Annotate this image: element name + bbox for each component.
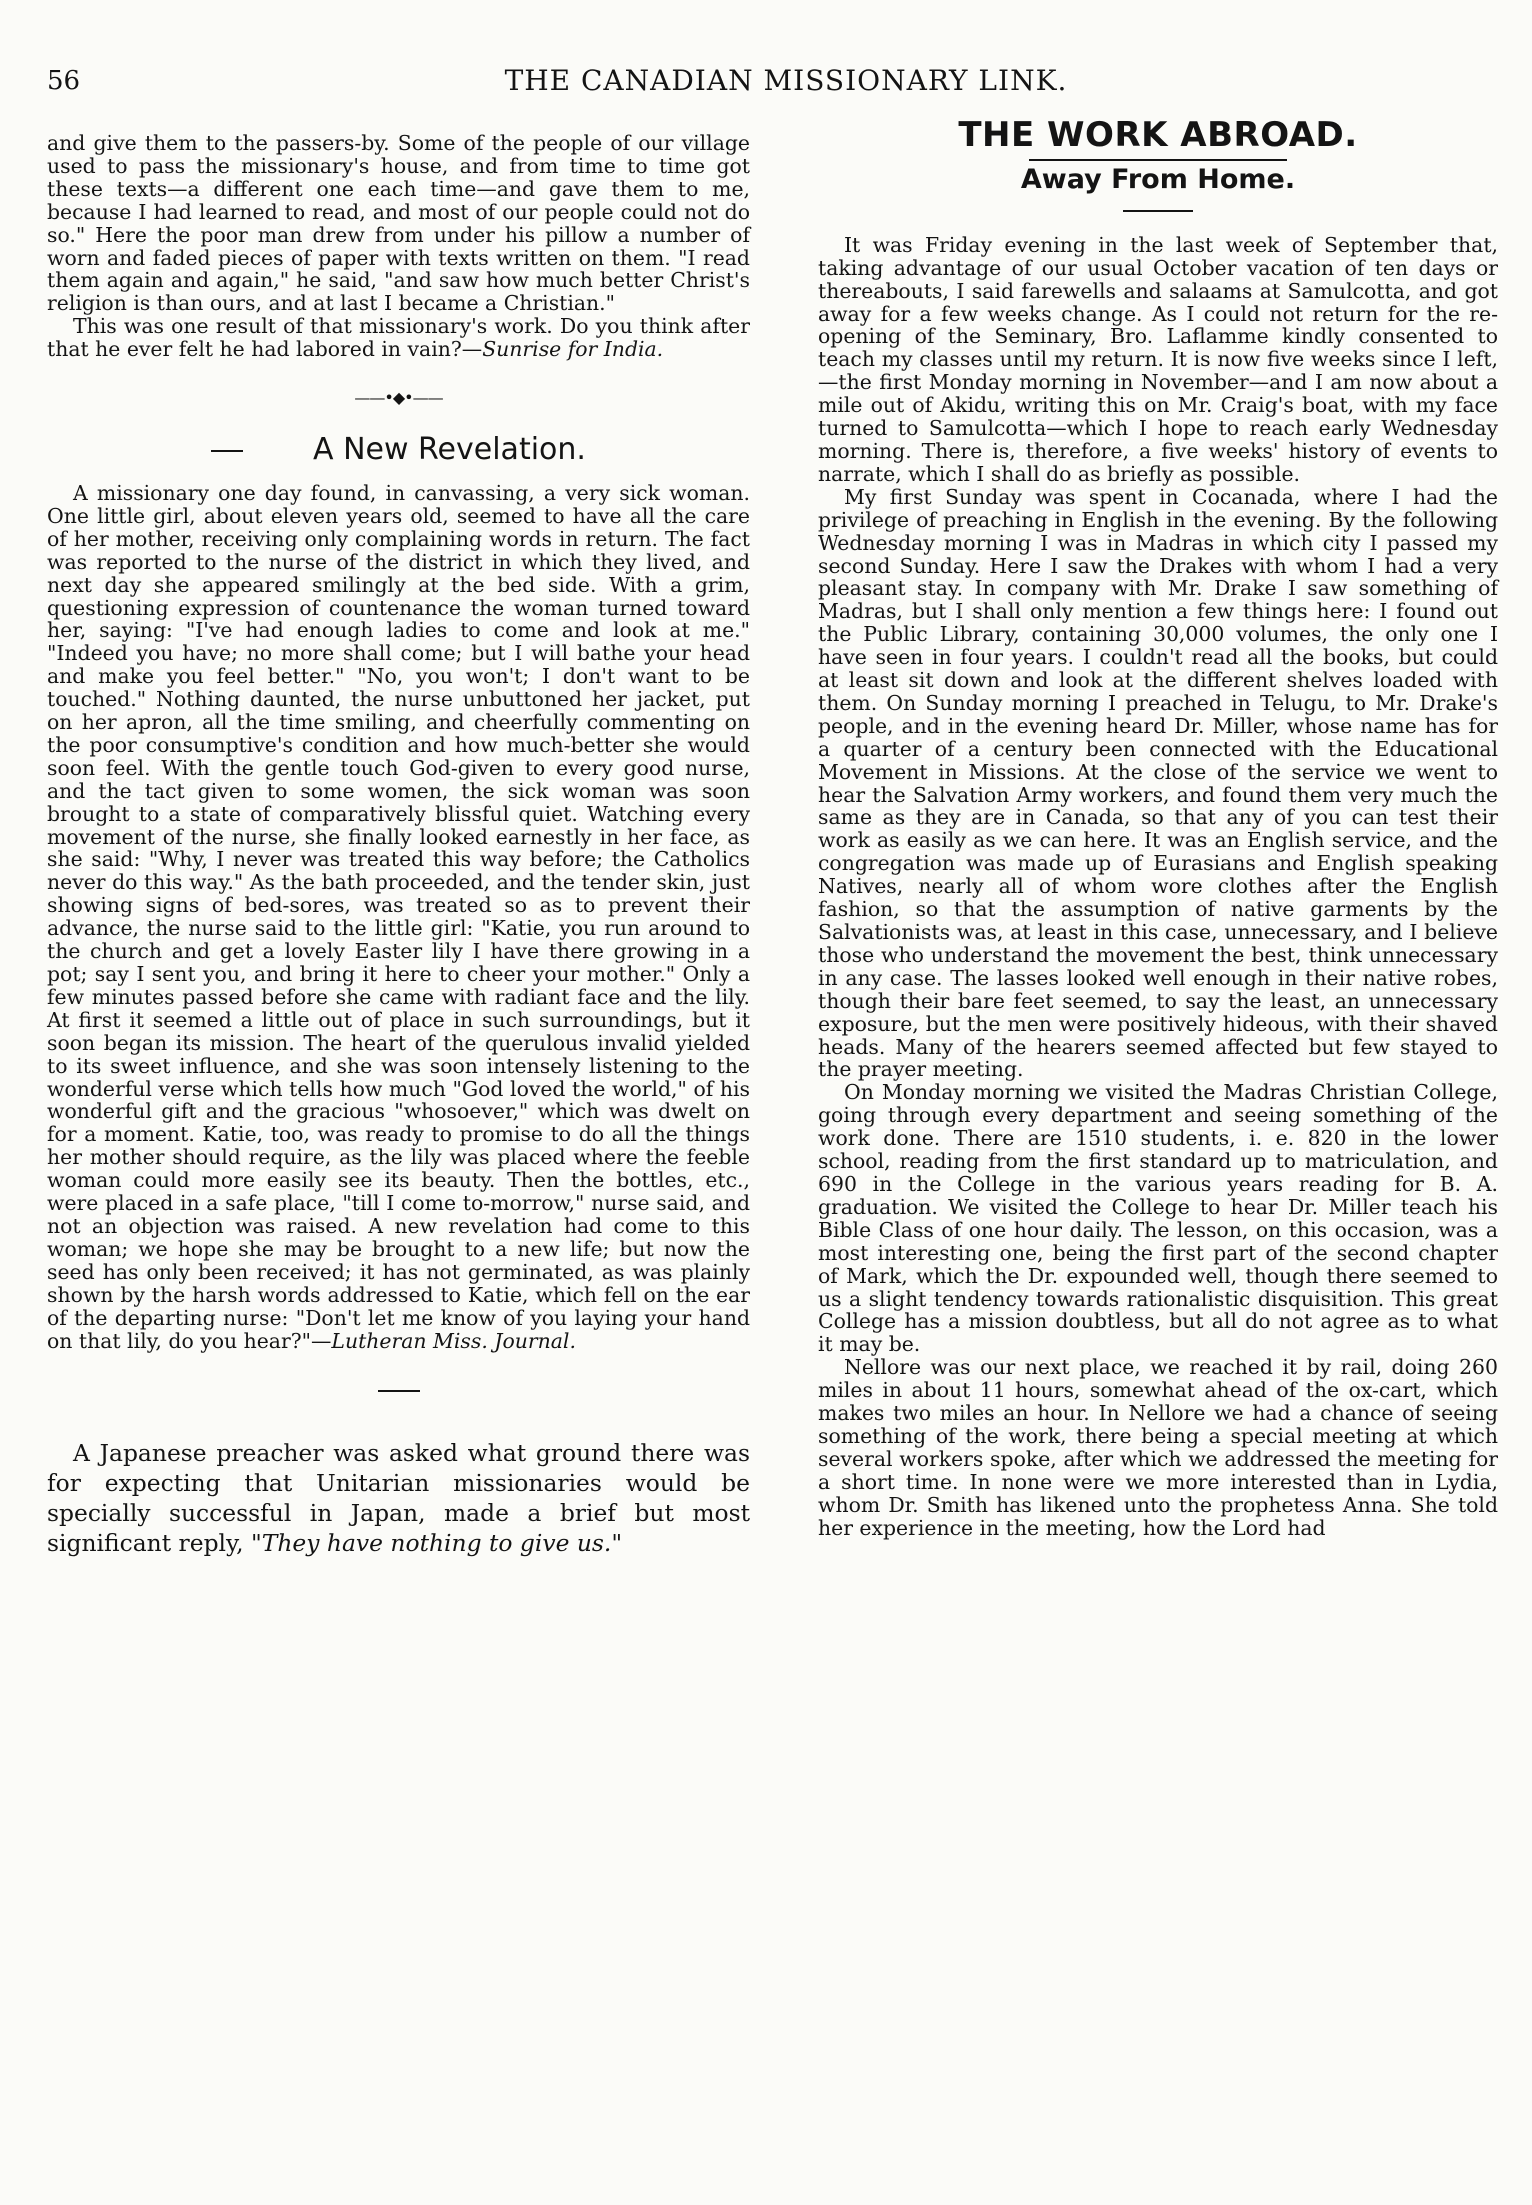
title-dash: [211, 450, 243, 452]
left-column: [47, 132, 750, 1558]
result-paragraph: [47, 315, 750, 361]
section-title-new-revelation: [47, 432, 750, 468]
revelation-source: Lutheran Miss. Journal.: [331, 1328, 576, 1353]
japanese-text: A Japanese preacher was asked what ground there was for expecting that Unitarian missionaries would be specially successful in Japan, made a brief but most significant reply, ": [47, 1439, 750, 1558]
article-paragraph-4: Nellore was our next place, we reached it by rail, doing 260 miles in about 11 hours, somewhat ahead of the ox-cart, which makes two miles an hour. In Nellore we had a chance of seeing something of the work, there being a special meeting at which several workers spoke, after which we addressed the meeting for a short time. In none were we more interested than in Lydia, whom Dr. Smith has likened unto the prophetess Anna. She told her experience in the meeting, how the Lord had: [818, 1355, 1498, 1540]
article-paragraph-3: On Monday morning we visited the Madras Christian College, going through every department and seeing something of the work done. There are 1510 students, i. e. 820 in the lower school, reading from the first standard up to matriculation, and 690 in the College in the various years reading for B. A. graduation. We visited the College to hear Dr. Miller teach his Bible Class of one hour daily. The lesson, on this occasion, was a most interesting one, being the first part of the second chapter of Mark, which the Dr. expounded well, though there seemed to us a slight tendency towards rationalistic disquisition. This great College has a mission doubtless, but all do not agree as to what it may be.: [818, 1080, 1498, 1357]
article-title-away-from-home: Away From Home.: [1020, 163, 1296, 195]
right-column: [818, 115, 1498, 1540]
result-text: This was one result of that missionary's work. Do you think after that he ever felt he had labored in vain?—: [47, 314, 750, 362]
section-heading-work-abroad: THE WORK ABROAD.: [958, 115, 1358, 155]
japanese-paragraph: [47, 1438, 750, 1558]
section-title-text: A New Revelation.: [313, 432, 586, 468]
article-paragraph-1: It was Friday evening in the last week of September that, taking advantage of our usual October vacation of ten days or thereabouts, I said farewells and salaams at Samulcotta, and got away for a few weeks change. As I could not return for the re-opening of the Seminary, Bro. Laflamme kindly consented to teach my classes until my return. It is now five weeks since I left,—the first Monday morning in November—and I am now about a mile out of Akidu, writing this on Mr. Craig's boat, with my face turned to Samulcotta—which I hope to reach early Wednesday morning. There is, therefore, a five weeks' history of events to narrate, which I shall do as briefly as possible.: [818, 232, 1498, 486]
intro-paragraph: and give them to the passers-by. Some of the people of our village used to pass the missionary's house, and from time to time got these texts—a different one each time—and gave them to me, because I had learned to read, and most of our people could not do so." Here the poor man drew from under his pillow a number of worn and faded pieces of paper with texts written on them. "I read them again and again," he said, "and saw how much better Christ's religion is than ours, and at last I became a Christian.": [47, 131, 750, 316]
result-source: Sunrise for India.: [482, 337, 664, 362]
heading-rule: [1029, 159, 1287, 161]
article-paragraph-2: My first Sunday was spent in Cocanada, where I had the privilege of preaching in English in the evening. By the following Wednesday morning I was in Madras in which city I passed my second Sunday. Here I saw the Drakes with whom I had a very pleasant stay. In company with Mr. Drake I saw something of Madras, but I shall only mention a few things here: I found out the Public Library, containing 30,000 volumes, the only one I have seen in four years. I couldn't read all the books, but could at least sit down and look at the different shelves loaded with them. On Sunday morning I preached in Telugu, to Mr. Drake's people, and in the evening heard Dr. Miller, whose name has for a quarter of a century been connected with the Educational Movement in Missions. At the close of the service we went to hear the Salvation Army workers, and found them very much the same as they are in Canada, so that any of you can test their work as easily as we can here. It was an English service, and the congregation was made up of Eurasians and English speaking Natives, nearly all of whom wore clothes after the English fashion, so that the assumption of native garments by the Salvationists was, at least in this case, unnecessary, and I believe those who understand the movement the best, think unnecessary in any case. The lasses looked well enough in their native robes, though their bare feet seemed, to say the least, an unnecessary exposure, but the men were positively hideous, with their shaved heads. Many of the hearers seemed affected but few stayed to the prayer meeting.: [818, 484, 1498, 1082]
subheading-rule: [1123, 210, 1193, 212]
revelation-text: A missionary one day found, in canvassing, a very sick woman. One little girl, about eleven years old, seemed to have all the care of her mother, receiving only complaining words in return. The fact was reported to the nurse of the district in which they lived, and next day she appeared smilingly at the bed side. With a grim, questioning expression of countenance the woman turned toward her, saying: "I've had enough ladies to come and look at me." "Indeed you have; no more shall come; but I will bathe your head and make you feel better." "No, you won't; I don't want to be touched." Nothing daunted, the nurse unbuttoned her jacket, put on her apron, all the time smiling, and cheerfully commenting on the poor consumptive's condition and how much-better she would soon feel. With the gentle touch God-given to every good nurse, and the tact given to some women, the sick woman was soon brought to a state of comparatively blissful quiet. Watching every movement of the nurse, she finally looked earnestly in her face, as she said: "Why, I never was treated this way before; the Catholics never do this way." As the bath proceeded, and the tender skin, just showing signs of bed-sores, was treated so as to prevent their advance, the nurse said to the little girl: "Katie, you run around to the church and get a lovely Easter lily I have there growing in a pot; say I sent you, and bring it here to cheer your mother." Only a few minutes passed before she came with radiant face and the lily. At first it seemed a little out of place in such surroundings, but it soon began its mission. The heart of the querulous invalid yielded to its sweet influence, and she was soon intensely listening to the wonderful verse which tells how much "God loved the world," of his wonderful gift and the gracious "whosoever," which was dwelt on for a moment. Katie, too, was ready to promise to do all the things her mother should require, as the lily was placed where the feeble woman could more easily see its beauty. Then the bottles, etc., were placed in a safe place, "till I come to-morrow," nurse said, and not an objection was raised. A new revelation had come to this woman; we hope she may be brought to a new life; but now the seed has only been received; it has not germinated, as was plainly shown by the harsh words addressed to Katie, which fell on the ear of the departing nurse: "Don't let me know of you laying your hand on that lily, do you hear?"—: [47, 480, 750, 1353]
ornament-divider: ——•◆•——: [354, 388, 443, 408]
page-number: 56: [47, 66, 81, 96]
publication-title: THE CANADIAN MISSIONARY LINK.: [504, 64, 1068, 97]
japanese-quote: They have nothing to give us.": [261, 1529, 623, 1558]
short-rule: [378, 1390, 420, 1392]
revelation-paragraph: [47, 482, 750, 1352]
